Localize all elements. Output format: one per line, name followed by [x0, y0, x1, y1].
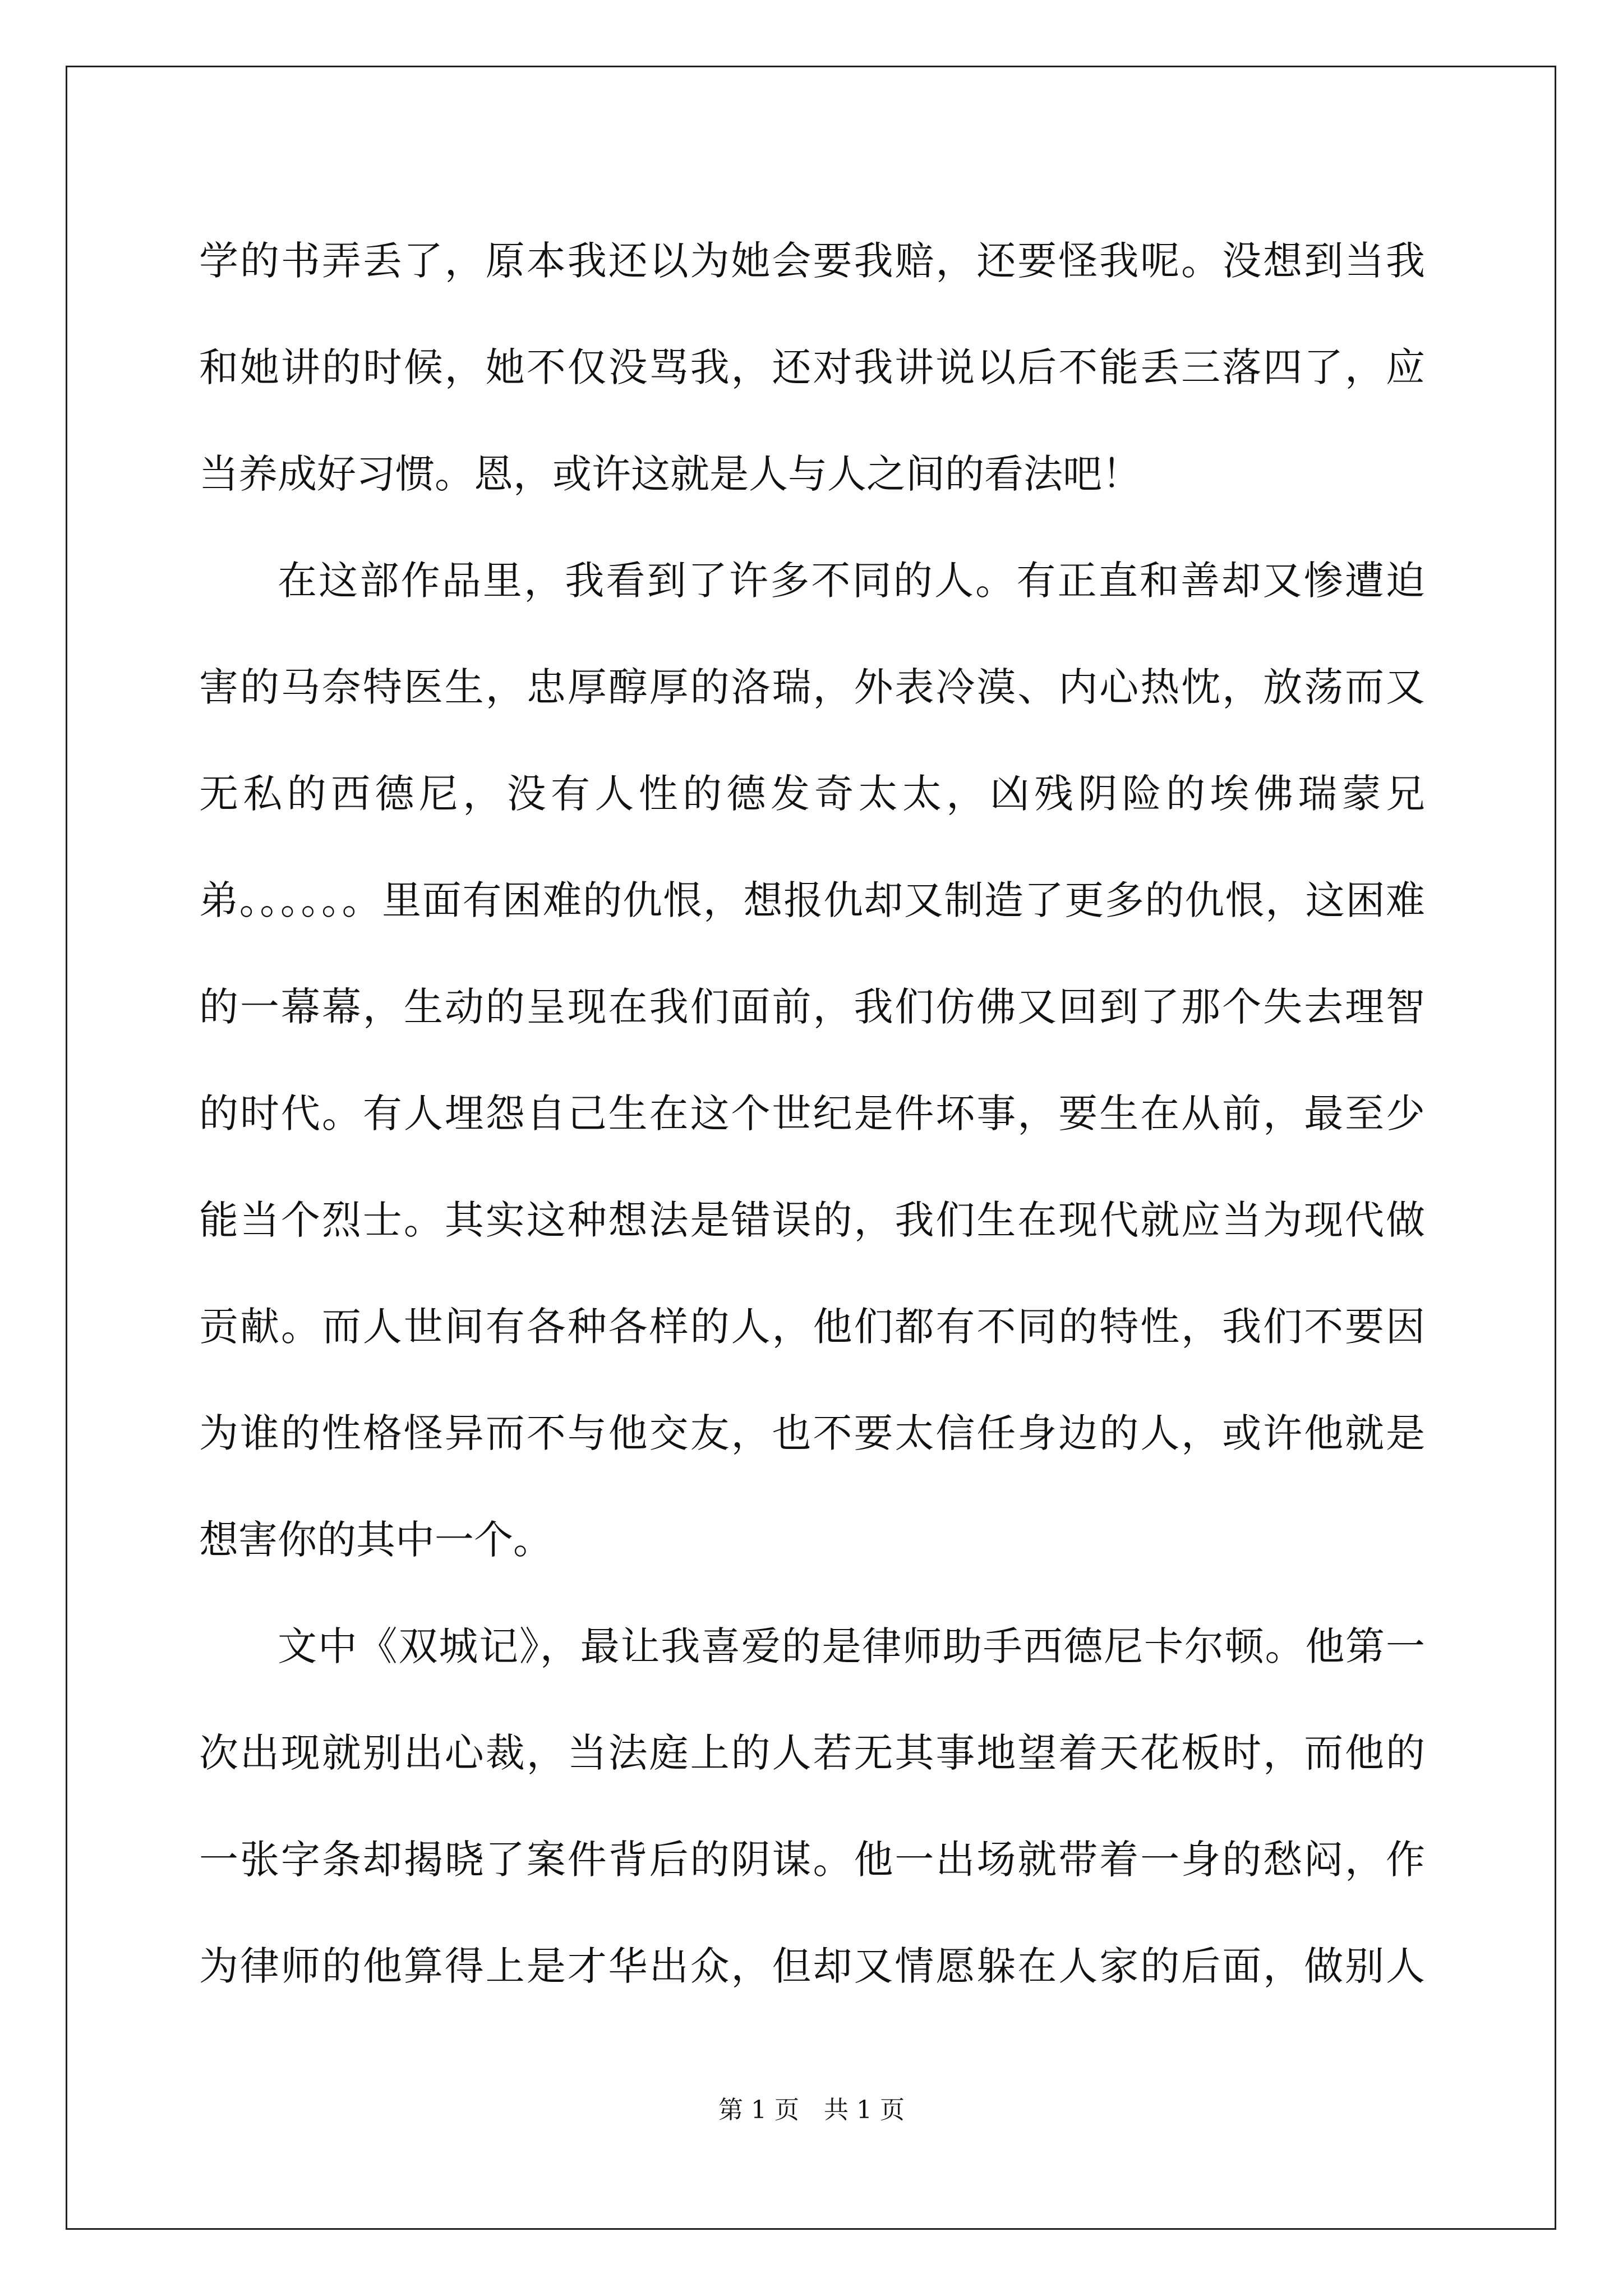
- text-line: 次出现就别出心裁，当法庭上的人若无其事地望着天花板时，而他的: [199, 1730, 1425, 1776]
- text-line: 为谁的性格怪异而不与他交友，也不要太信任身边的人，或许他就是: [199, 1410, 1425, 1456]
- text-line: 无私的西德尼，没有人性的德发奇太太，凶残阴险的埃佛瑞蒙兄: [199, 771, 1425, 817]
- text-line: 一张字条却揭晓了案件背后的阴谋。他一出场就带着一身的愁闷，作: [199, 1837, 1425, 1883]
- text-line: 文中《双城记》，最让我喜爱的是律师助手西德尼卡尔顿。他第一: [278, 1623, 1425, 1669]
- text-line: 弟。。。。。。里面有困难的仇恨，想报仇却又制造了更多的仇恨，这困难: [199, 877, 1425, 923]
- text-line: 害的马奈特医生，忠厚醇厚的洛瑞，外表冷漠、内心热忱，放荡而又: [199, 664, 1425, 710]
- text-line: 能当个烈士。其实这种想法是错误的，我们生在现代就应当为现代做: [199, 1197, 1425, 1243]
- text-line: 的一幕幕，生动的呈现在我们面前，我们仿佛又回到了那个失去理智: [199, 984, 1425, 1030]
- text-line: 学的书弄丢了，原本我还以为她会要我赔，还要怪我呢。没想到当我: [199, 238, 1425, 284]
- text-line: 和她讲的时候，她不仅没骂我，还对我讲说以后不能丢三落四了，应: [199, 344, 1425, 390]
- text-line: 为律师的他算得上是才华出众，但却又情愿躲在人家的后面，做别人: [199, 1943, 1425, 1989]
- text-line: 想害你的其中一个。: [199, 1517, 552, 1563]
- text-line: 在这部作品里，我看到了许多不同的人。有正直和善却又惨遭迫: [278, 558, 1425, 604]
- text-line: 当养成好习惯。恩，或许这就是人与人之间的看法吧！: [199, 451, 1141, 497]
- page-number-footer: 第 1 页 共 1 页: [718, 2096, 905, 2124]
- text-line: 的时代。有人埋怨自己生在这个世纪是件坏事，要生在从前，最至少: [199, 1091, 1425, 1137]
- text-line: 贡献。而人世间有各种各样的人，他们都有不同的特性，我们不要因: [199, 1304, 1425, 1350]
- document-body: [199, 208, 1425, 2019]
